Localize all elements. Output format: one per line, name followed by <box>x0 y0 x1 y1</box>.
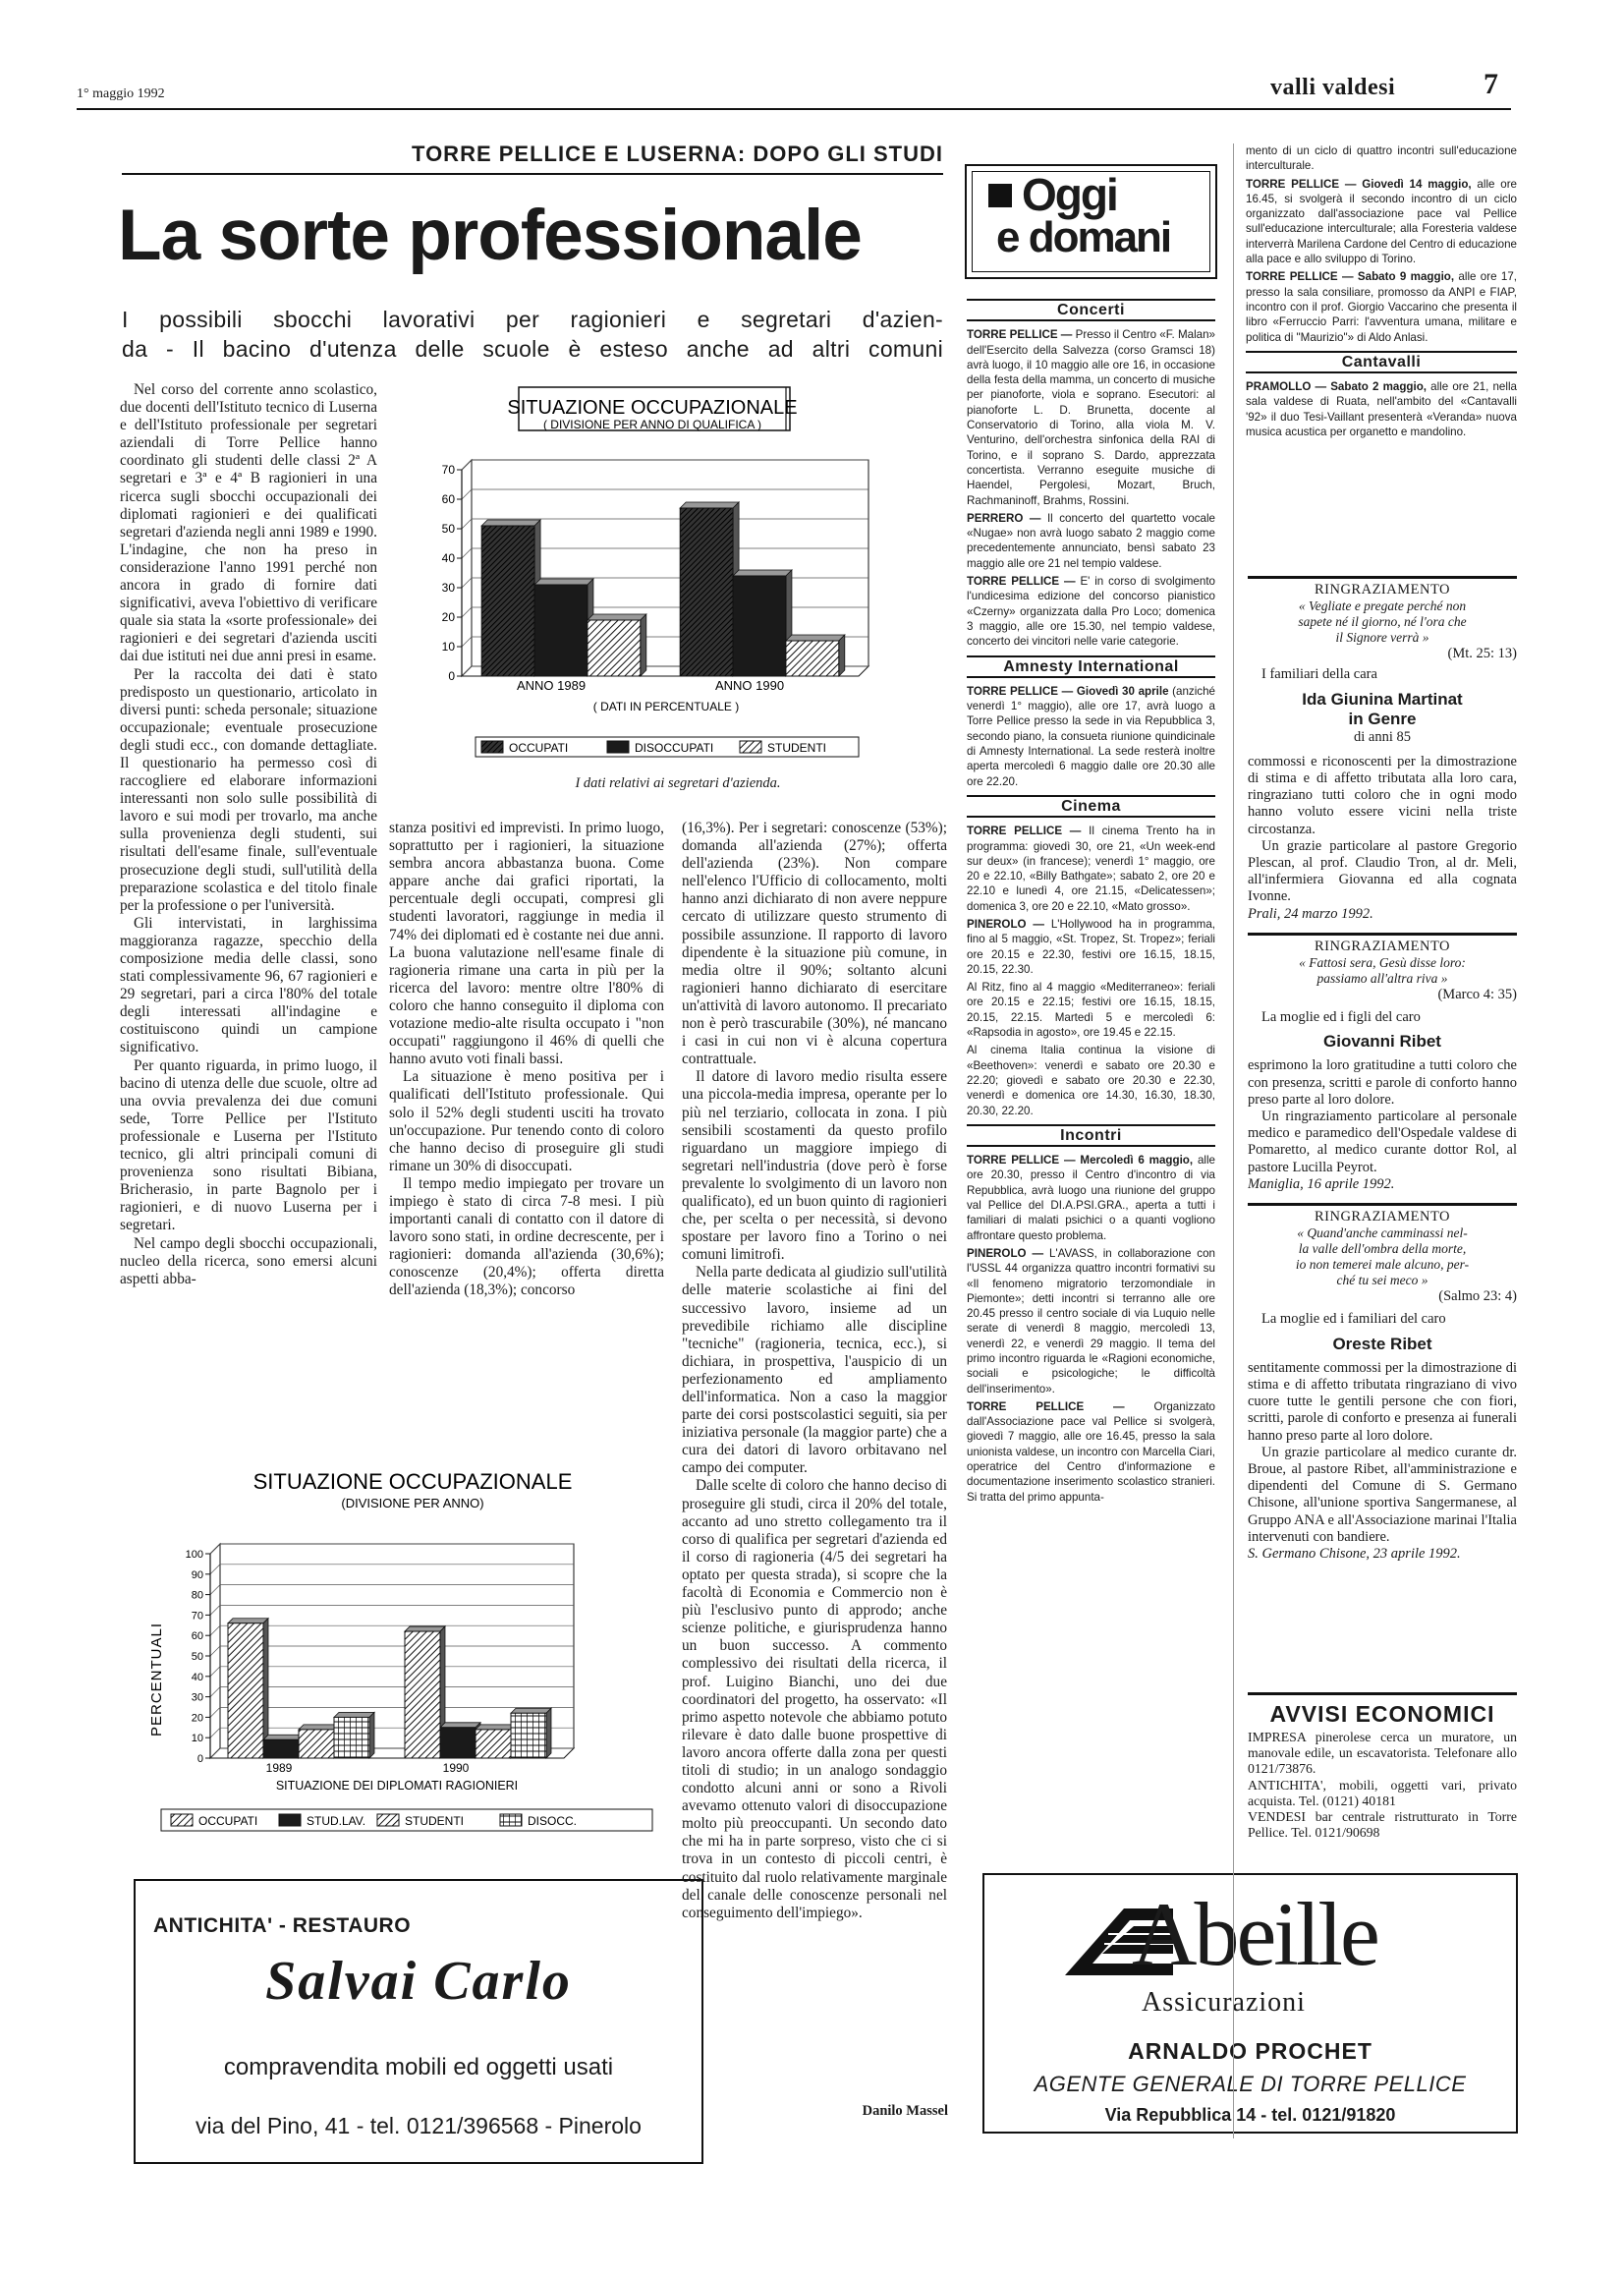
thanks-notice: RINGRAZIAMENTO « Quand'anche camminassi nel- la valle dell'ombra della morte, io non temerei male alcuno, per- ché tu sei meco » (Salmo 23: 4) La moglie ed i familiari del caro Oreste Ribet sentitamente commossi per la dimostrazione di stima e di affetto tributata ringraziano di vivo cuore tutte le gentili persone che con fiori, scritti, parole di conforto e presenza ai funerali hanno preso parte al loro dolore. Un grazie particolare al medico curante dr. Broue, al pastore Ribet, all'amministrazione e dipendenti del Comune di S. Germano Chisone, all'unione sportiva Sangermanese, al Gruppo ANA e all'Associazione marinai l'Italia intervenuti con bandiere. S. Germano Chisone, 23 aprile 1992. <box>1248 1203 1517 1563</box>
paragraph: Gli intervistati, in larghissima maggioranza ragazze, specchio della composizione media delle classi, sono stati complessivamente 96, 67 ragionieri e 29 segretari, pari a circa l'80% del totale degli interessati all'indagine e costituiscono quindi un campione significativo. <box>120 914 377 1056</box>
subtitle-line-2: da - Il bacino d'utenza delle scuole è esteso anche ad altri comuni <box>122 336 943 362</box>
x-tick-label: ANNO 1990 <box>714 678 785 693</box>
event-item: PINEROLO — L'AVASS, in collaborazione con l'USSL 44 organizza quattro incontri formativi su «Il fenomeno migratorio terzomondiale in Piemonte»; detti incontri si terranno alle ore 20.45 presso il centro sociale di via Luquio nelle serate di venerdì 8 maggio, mercoledì 13, venerdì 22, e venerdì 29 maggio. Il tema del primo incontro riguarda le «Ragioni economiche, sociali e psicologiche; le difficoltà dell'inserimento». <box>967 1246 1215 1395</box>
chart-subtitle: (DIVISIONE PER ANNO) <box>341 1496 484 1510</box>
agent-address: Via Repubblica 14 - tel. 0121/91820 <box>1104 2105 1396 2125</box>
bar <box>588 620 641 676</box>
deceased-name: Oreste Ribet <box>1332 1334 1432 1353</box>
legend-label: OCCUPATI <box>198 1814 258 1828</box>
section-head-cinema: Cinema <box>967 795 1215 818</box>
y-tick-label: 70 <box>191 1610 203 1623</box>
bar-top <box>680 502 739 508</box>
agent-role: AGENTE GENERALE DI TORRE PELLICE <box>1034 2072 1467 2096</box>
paragraph: La situazione è meno positiva per i qualificati dell'Istituto professionale. Qui solo il 52% degli studenti usciti ha trovato un'occupazione. Pur tenendo conto di coloro che hanno deciso di proseguire gli studi rimane un 30% di disoccupati. <box>389 1068 664 1174</box>
y-tick-label: 90 <box>191 1568 203 1581</box>
y-tick-label: 0 <box>448 669 455 683</box>
chart-footnote: ( DATI IN PERCENTUALE ) <box>592 700 740 713</box>
bar-top <box>263 1735 304 1739</box>
bar <box>511 1713 546 1758</box>
article-title: La sorte professionale <box>118 196 862 275</box>
bar <box>299 1730 334 1758</box>
y-tick-label: 80 <box>191 1589 203 1602</box>
bar <box>534 585 588 676</box>
bar-side <box>369 1712 374 1758</box>
avvisi-head: AVVISI ECONOMICI <box>1269 1701 1495 1727</box>
y-tick-label: 50 <box>191 1651 203 1663</box>
y-tick-label: 20 <box>191 1712 203 1725</box>
newspaper-name: valli valdesi <box>1270 75 1396 100</box>
subtitle-line-1: I possibili sbocchi lavorativi per ragionieri e segretari d'azien- <box>122 307 943 332</box>
section-head-concerti: Concerti <box>967 299 1215 321</box>
y-tick-label: 60 <box>191 1630 203 1643</box>
article-subtitle <box>122 305 943 364</box>
legend-swatch <box>377 1814 399 1826</box>
paragraph: Il tempo medio impiegato per trovare un impiego è stato di circa 7-8 mesi. I più importanti canali di contatto con il datore di lavoro sono stati, in ordine decrescente, per i ragionieri: domanda all'azienda (30,6%); conoscenze (20,4%); offerta diretta dell'azienda (18,3%); concorso <box>389 1174 664 1299</box>
y-tick-label: 20 <box>441 610 455 624</box>
thanks-head: RINGRAZIAMENTO <box>1248 1203 1517 1225</box>
legend-label: STUD.LAV. <box>307 1814 366 1828</box>
ad-abeille <box>982 1873 1518 2134</box>
event-item: TORRE PELLICE — Sabato 9 maggio, alle ore 17, presso la sala consiliare, promosso da ANPI e FIAP, incontro con il prof. Giorgio Vaccarino che presenta il libro «Ferruccio Parri: l'avventura umana, militare e politica di "Maurizio"» di Aldo Anlasi. <box>1246 270 1517 344</box>
bar-top <box>440 1723 480 1728</box>
event-item: TORRE PELLICE — Il cinema Trento ha in programma: giovedì 30, ore 21, «Un week-end sur deux» (in francese); venerdì 1° maggio, ore 20 e 22.10, «Billy Bathgate»; sabato 2, ore 20 e 22.10 e lunedì 4, ore 21.15, «Delicatessen»; domenica 3, ore 20 e 22.10, «Mato grosso». <box>967 825 1215 913</box>
chart-side-wall <box>462 460 472 676</box>
event-item: PRAMOLLO — Sabato 2 maggio, alle ore 21, nella sala valdese di Ruata, nell'ambito del «Cantavalli '92» il duo Tesi-Vaillant presenterà «Veranda» nuova musica acustica per organetto e mandolino. <box>1246 380 1517 439</box>
ad-kicker: ANTICHITA' - RESTAURO <box>153 1914 412 1937</box>
legend-swatch <box>279 1814 301 1826</box>
bar <box>263 1739 299 1758</box>
y-tick-label: 0 <box>196 1753 203 1765</box>
chart-title: SITUAZIONE OCCUPAZIONALE <box>507 397 798 419</box>
thanks-head: RINGRAZIAMENTO <box>1248 576 1517 598</box>
kicker-rule <box>122 173 943 175</box>
bar-top <box>299 1725 339 1730</box>
chart-segretari-svg <box>420 379 912 763</box>
article-author: Danilo Massel <box>862 2103 948 2119</box>
legend-label: STUDENTI <box>767 741 826 755</box>
column-divider <box>1233 143 1234 2138</box>
paragraph: Nel campo degli sbocchi occupazionali, nucleo della ricerca, sono emersi alcuni aspetti abba- <box>120 1234 377 1287</box>
bar-top <box>733 570 792 576</box>
thanks-notice: RINGRAZIAMENTO « Fattosi sera, Gesù disse loro: passiamo all'altra riva » (Marco 4: 35) La moglie ed i figli del caro Giovanni Ribet esprimono la loro gratitudine a tutti coloro che con presenza, scritti e parole di conforto hanno preso parte al loro dolore. Un ringraziamento particolare al personale medico e paramedico dell'Ospedale valdese di Pomaretto, al medico curante dottor Rol, al pastore Lucilla Peyrot. Maniglia, 16 aprile 1992. <box>1248 933 1517 1193</box>
classified-ad: IMPRESA pinerolese cerca un muratore, un manovale edile, un escavatorista. Telefonare allo 0121/73876. <box>1248 1730 1517 1777</box>
bar-top <box>588 614 646 620</box>
y-tick-label: 40 <box>441 551 455 565</box>
chart-ylabel: PERCENTUALI <box>148 1622 165 1737</box>
deceased-name: Ida Giunina Martinat <box>1302 689 1463 709</box>
x-tick-label: ANNO 1989 <box>516 678 587 693</box>
bar-top <box>786 635 845 641</box>
legend-swatch <box>481 741 503 753</box>
paragraph: (16,3%). Per i segretari: conoscenze (53%); domanda all'azienda (27%); offerta dell'azienda (23%). Non compare nell'elenco l'Ufficio di collocamento, molti hanno anzi dichiarato di non avere neppure cercato di utilizzare questo strumento di possibile assunzione. Il rapporto di lavoro dipendente è la situazione più comune, in media oltre il 90%; soltanto alcuni ragionieri hanno dichiarato di esercitare un'attività di lavoro autonomo. Il precariato non è però trascurabile (30%), né mancano i casi in cui non vi è alcuna copertura contrattuale. <box>682 820 947 1068</box>
article-kicker: TORRE PELLICE E LUSERNA: DOPO GLI STUDI <box>412 142 943 166</box>
y-tick-label: 30 <box>191 1691 203 1704</box>
x-tick-label: 1989 <box>265 1761 293 1775</box>
event-item: Al cinema Italia continua la visione di «Beethoven»: venerdì e sabato ore 20.30 e 22.20; giovedì e sabato ore 20.30 e 22.30, venerdì e domenica ore 14.30, 16.30, 18.30, 20.30, 22.20. <box>967 1044 1215 1117</box>
bar-side <box>839 635 845 676</box>
thanks-head: RINGRAZIAMENTO <box>1248 933 1517 955</box>
abeille-logo-text: Abeille <box>1132 1884 1377 1984</box>
chart-title: SITUAZIONE OCCUPAZIONALE <box>252 1469 573 1494</box>
chart-ragionieri-svg <box>132 1453 662 1847</box>
event-item: PINEROLO — L'Hollywood ha in programma, fino al 5 maggio, «St. Tropez, St. Tropez»; feriali ore 20.15 e 22.30, festivi ore 16.15, 18.15, 20.15, 22.30. <box>967 917 1215 976</box>
chart-subtitle: ( DIVISIONE PER ANNO DI QUALIFICA ) <box>542 418 762 431</box>
ad-address: via del Pino, 41 - tel. 0121/396568 - Pinerolo <box>196 2113 642 2138</box>
ad-salvai <box>134 1879 703 2164</box>
event-item: TORRE PELLICE — Presso il Centro «F. Malan» dell'Esercito della Salvezza (corso Gramsci 18) avrà luogo, il 10 maggio alle ore 16, in occasione della festa della mamma, un concerto di musiche per pianoforte, viola e soprano. Esecutori: al pianoforte L. D. Brunetta, docente al Conservatorio di Torino, alla viola M. V. Venturino, dell'orchestra sinfonica della RAI di Torino, e il soprano S. Dardo, apprezzata concertista. Verranno eseguite musiche di Haendel, Pergolesi, Mozart, Bruch, Rachmaninoff, Brahms, Rossini. <box>967 328 1215 507</box>
y-tick-label: 100 <box>185 1549 203 1561</box>
agent-name: ARNALDO PROCHET <box>1128 2038 1372 2064</box>
bar <box>476 1730 511 1758</box>
oggi-box <box>965 164 1217 279</box>
page-header <box>77 68 1511 110</box>
legend-label: DISOCCUPATI <box>635 741 714 755</box>
section-head-incontri: Incontri <box>967 1124 1215 1147</box>
y-tick-label: 10 <box>191 1733 203 1745</box>
event-item: TORRE PELLICE — Giovedì 30 aprile (anziché venerdì 1° maggio), alle ore 17, avrà luogo a Torre Pellice presso la sede in via Repubblica 3, secondo piano, la consueta riunione quindicinale di Amnesty International. La sede resterà inoltre aperta mercoledì 6 maggio dalle ore 20.30 alle ore 22.20. <box>967 684 1215 788</box>
paragraph: stanza positivi ed imprevisti. In primo luogo, soprattutto per i ragionieri, la situazione sembra ancora abbastanza buona. Come appare anche dai grafici riportati, la percentuale degli occupati, compresi gli studenti lavoratori, raggiunge in media il 74% dei diplomati ed è costante nei due anni. La buona valutazione nell'esame finale di ragioneria rimane una carta in più per la ricerca del lavoro: mentre oltre l'80% di coloro che hanno conseguito il diploma con votazione medio-alte risulta occupato i "non occupati" raggiungono il 46% di quelli che hanno avuto voti finali bassi. <box>389 820 664 1068</box>
bar-top <box>481 520 540 526</box>
classified-ad: ANTICHITA', mobili, oggetti vari, privato acquista. Tel. (0121) 40181 <box>1248 1777 1517 1808</box>
bar-top <box>511 1708 551 1713</box>
chart-ragionieri <box>132 1453 662 1847</box>
paragraph: Dalle scelte di coloro che hanno deciso di proseguire gli studi, circa il 20% del totale, accanto ad uno stretto collegamento tra il corso di qualifica per segretari d'azienda ed il corso di ragioneria (4/5 dei segretari ha optato per questa strada), si scopre che la facoltà di Economia e Commercio non è più l'esclusivo punto di approdo; anche scienze politiche, e giurisprudenza hanno un buon successo. A commento complessivo dei risultati della ricerca, il prof. Luigino Bianchi, uno dei due coordinatori del progetto, ha osservato: «Il primo aspetto notevole che abbiamo potuto rilevare è dato dalle buone prospettive di lavoro ancora offerte dalla zona per questi titoli di studio; in un analogo sondaggio condotto alcuni anni or sono a Rivoli avevamo ottenuto valori di disoccupazione molto più preoccupanti. Un secondo dato che mi ha in parte sorpreso, visto che ci si trova in un contesto di piccoli centri, è costituito dal ruolo relativamente marginale del canale delle conoscenze personali nel conseguimento dell'impiego». <box>682 1477 947 1921</box>
classified-ad: VENDESI bar centrale ristrutturato in Torre Pellice. Tel. 0121/90698 <box>1248 1809 1517 1841</box>
ringraziamenti-column <box>1248 576 1517 1686</box>
event-item: PERRERO — Il concerto del quartetto vocale «Nugae» non avrà luogo sabato 2 maggio come precedentemente annunciato, bensì sabato 23 maggio alle ore 21 nel tempio valdese. <box>967 511 1215 570</box>
oggi-title-1: Oggi <box>1022 169 1117 220</box>
bar-top <box>334 1712 374 1717</box>
article-column-3 <box>682 820 947 2101</box>
paragraph: Il datore di lavoro medio risulta essere una piccola-media impresa, operante per lo più nel terziario, collocata in zona. I più sensibili scostamenti da questo profilo riguardano un maggiore impiego di segretari nell'industria (dove però è forse prevalente lo svolgimento di un lavoro non qualificato), ed un buon quinto di ragionieri che, per scelta o per necessità, si devono spostare per lavoro fino a Torino o nei comuni limitrofi. <box>682 1068 947 1264</box>
bar-top <box>476 1725 516 1730</box>
legend-swatch <box>607 741 629 753</box>
article-column-2 <box>389 820 664 1419</box>
paragraph: Per la raccolta dei dati è stato predisposto un questionario, articolato in diversi punti: scheda personale; situazione occupazionale; eventuale prosecuzione degli studi ecc., con domande dettagliate. Il questionario ha permesso così di raccogliere ed elaborare informazioni interessanti non solo sulle possibilità di lavoro e sui modi per trovarlo, ma anche sulla provenienza degli studenti, sui risultati dell'esame finale, sull'eventuale prosecuzione degli studi, sull'utilità della preparazione scolastica e del titolo finale per la professione o per l'università. <box>120 665 377 914</box>
x-tick-label: 1990 <box>442 1761 470 1775</box>
y-tick-label: 40 <box>191 1671 203 1683</box>
ad-line: compravendita mobili ed oggetti usati <box>223 2054 614 2080</box>
legend-swatch <box>171 1814 193 1826</box>
bar-side <box>641 614 646 676</box>
bar <box>228 1623 263 1758</box>
bar <box>481 526 534 676</box>
square-bullet-icon <box>988 184 1012 207</box>
oggi-title-2: e domani <box>996 213 1171 261</box>
bar-top <box>534 579 593 585</box>
bar <box>680 508 733 676</box>
avvisi-economici <box>1248 1692 1517 1850</box>
ad-name: Salvai Carlo <box>265 1951 572 2012</box>
paragraph: Per quanto riguarda, in primo luogo, il bacino di utenza delle due scuole, oltre ad una ovvia prevalenza dei due comuni sede, Torre Pellice per l'Istituto professionale e Luserna per l'Istituto tecnico, gli altri principali comuni di provenienza sono risultati Bibiana, Bricherasio, in parte Bagnolo per i ragionieri, e di nuovo Luserna per i segretari. <box>120 1056 377 1234</box>
legend-label: DISOCC. <box>528 1814 578 1828</box>
paragraph: Nella parte dedicata al giudizio sull'utilità delle materie scolastiche ai fini del successivo lavoro, insieme ad un prevedibile richiamo alle discipline "tecniche" (ragioneria, tecnica, ecc.), si dichiara, in prospettiva, l'auspicio di un perfezionamento ed ampliamento dell'informatica. Non a caso la maggior parte dei corsi postscolastici seguiti, sia per iniziativa personale (la maggior parte) che a cura dei datori di lavoro orbitavano nel campo dei computer. <box>682 1264 947 1477</box>
event-item: Al Ritz, fino al 4 maggio «Mediterraneo»: feriali ore 20.15 e 22.15; festivi ore 16.15, 18.15, 20.15, 22.15. Martedì 5 e mercoledì 6: «Rapsodia in agosto», ore 19.45 e 22.15. <box>967 981 1215 1040</box>
section-head-cantavalli: Cantavalli <box>1246 351 1517 373</box>
y-tick-label: 10 <box>441 640 455 654</box>
bar <box>334 1717 369 1758</box>
chart-xlabel: SITUAZIONE DEI DIPLOMATI RAGIONIERI <box>275 1779 519 1793</box>
legend-label: OCCUPATI <box>509 741 569 755</box>
chart-caption: I dati relativi ai segretari d'azienda. <box>575 775 781 791</box>
bar <box>440 1728 476 1758</box>
thanks-notice: RINGRAZIAMENTO « Vegliate e pregate perché non sapete né il giorno, né l'ora che il Signore verrà » (Mt. 25: 13) I familiari della cara Ida Giunina Martinat in Genre di anni 85 commossi e riconoscenti per la dimostrazione di stima e di affetto tributata alla loro cara, ringraziano tutti coloro che in ogni modo hanno voluto essere vicini nella triste circostanza. Un grazie particolare al pastore Gregorio Plescan, al prof. Claudio Tron, al dr. Meli, all'infermiera Giovanna ed alla cognata Ivonne. Prali, 24 marzo 1992. <box>1248 576 1517 923</box>
oggi-column-2 <box>1246 143 1517 574</box>
bar-side <box>546 1708 551 1758</box>
y-tick-label: 60 <box>441 492 455 506</box>
legend-swatch <box>740 741 761 753</box>
bar-top <box>228 1619 268 1623</box>
deceased-name: Giovanni Ribet <box>1323 1032 1441 1052</box>
y-tick-label: 30 <box>441 581 455 595</box>
chart-segretari <box>420 379 912 763</box>
event-item: mento di un ciclo di quattro incontri sull'educazione interculturale. <box>1246 144 1517 173</box>
bar <box>733 576 786 676</box>
oggi-column-1 <box>967 299 1215 1950</box>
legend-swatch <box>500 1814 522 1826</box>
paragraph: Nel corso del corrente anno scolastico, due docenti dell'Istituto tecnico di Luserna e dell'Istituto professionale per segretari aziendali di Torre Pellice hanno coordinato gli studenti delle classi 2ª A segretari e 3ª e 4ª B ragionieri in una ricerca sugli sbocchi occupazionali dei diplomati ragionieri e dei qualificati segretari d'azienda negli anni 1989 e 1990. L'indagine, che non ha preso in considerazione l'anno 1991 perché non ancora in grado di fornire dati significativi, aveva l'obiettivo di verificare quale sia stata la «sorte professionale» dei ragionieri e dei segretari d'azienda usciti dai due istituti nei due anni presi in esame. <box>120 381 377 665</box>
y-tick-label: 50 <box>441 522 455 536</box>
section-head-amnesty: Amnesty International <box>967 655 1215 678</box>
abeille-sub: Assicurazioni <box>1142 1987 1306 2018</box>
event-item: TORRE PELLICE — E' in corso di svolgimento l'undicesima edizione del concorso pianistico «Czerny» organizzata dalla Pro Loco; domenica 3 maggio, alle ore 15.30, nel tempio valdese, concerto dei vincitori nelle varie categorie. <box>967 575 1215 649</box>
event-item: TORRE PELLICE — Mercoledì 6 maggio, alle ore 20.30, presso il Centro d'incontro di via Repubblica, avrà luogo una riunione del gruppo val Pellice del DI.A.PSI.GRA., aperta a tutti i familiari di malati psichici o a quanti vogliono affrontare questo problema. <box>967 1154 1215 1242</box>
bar <box>786 641 839 676</box>
legend-label: STUDENTI <box>405 1814 464 1828</box>
bar-top <box>405 1626 445 1631</box>
y-tick-label: 70 <box>441 463 455 477</box>
issue-date: 1° maggio 1992 <box>77 86 165 101</box>
event-item: TORRE PELLICE — Organizzato dall'Associazione pace val Pellice si svolgerà, giovedì 7 maggio, alle ore 16.45, presso la sala unionista valdese, un incontro con Marcella Ciari, operatrice del Centro d'informazione e documentazione inserimento scolastico stranieri. Si tratta del primo appunta- <box>967 1399 1215 1504</box>
event-item: TORRE PELLICE — Giovedì 14 maggio, alle ore 16.45, si svolgerà il secondo incontro di un ciclo organizzato dall'associazione pace val Pellice sull'educazione interculturale; alla Foresteria valdese interverrà Marilena Cardone del Centro di educazione alla pace e allo sviluppo di Torino. <box>1246 177 1517 266</box>
avvisi-rule <box>1248 1692 1517 1695</box>
bar <box>405 1631 440 1758</box>
page-number: 7 <box>1484 68 1498 100</box>
